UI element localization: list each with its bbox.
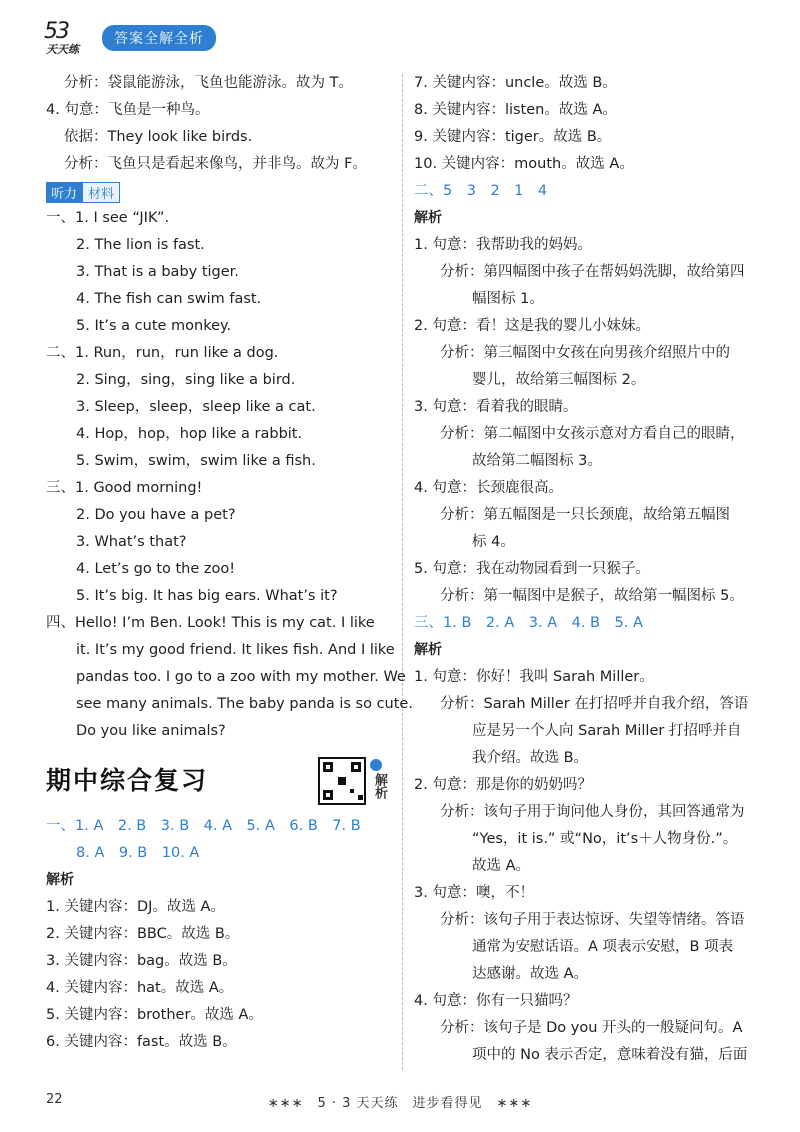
jiexi-heading: 解析 bbox=[414, 210, 442, 226]
text-line: 幅图标 1。 bbox=[472, 291, 544, 307]
text-line: 故给第二幅图标 3。 bbox=[472, 453, 602, 469]
text-line: 2. 关键内容：BBC。故选 B。 bbox=[46, 926, 240, 942]
text-line: 7. 关键内容：uncle。故选 B。 bbox=[414, 75, 617, 91]
listening-material-badge bbox=[46, 182, 120, 203]
logo-number: 53 bbox=[44, 19, 68, 44]
text-line: 5. Swim，swim，swim like a fish. bbox=[76, 453, 316, 469]
page-number: 22 bbox=[46, 1092, 63, 1107]
answer-line: 三、1. B 2. A 3. A 4. B 5. A bbox=[414, 615, 643, 631]
text-line: 4. Hop，hop，hop like a rabbit. bbox=[76, 426, 303, 442]
text-line: 三、1. Good morning! bbox=[46, 480, 203, 496]
footer-slogan: ∗∗∗ 5 · 3 天天练 进步看得见 ∗∗∗ bbox=[267, 1096, 533, 1111]
text-line: 9. 关键内容：tiger。故选 B。 bbox=[414, 129, 612, 145]
text-line: 1. 句意：你好！我叫 Sarah Miller。 bbox=[414, 669, 654, 685]
text-line: 2. 句意：那是你的奶奶吗？ bbox=[414, 777, 592, 793]
text-line: 应是另一个人向 Sarah Miller 打招呼并自 bbox=[472, 723, 742, 739]
answer-line: 二、5 3 2 1 4 bbox=[414, 183, 548, 199]
text-line: 分析：Sarah Miller 在打招呼并自我介绍，答语 bbox=[440, 696, 749, 712]
text-line: 分析：第二幅图中女孩示意对方看自己的眼睛， bbox=[440, 426, 745, 442]
section-title-text: 期中综合复习 bbox=[46, 766, 209, 795]
text-line: 4. 句意：飞鱼是一种鸟。 bbox=[46, 102, 210, 118]
text-line: 我介绍。故选 B。 bbox=[472, 750, 589, 766]
text-line: 婴儿，故给第三幅图标 2。 bbox=[472, 372, 646, 388]
section-title bbox=[46, 761, 392, 801]
text-line: 10. 关键内容：mouth。故选 A。 bbox=[414, 156, 634, 172]
qr-code-icon[interactable] bbox=[318, 757, 366, 805]
text-line: 分析：该句子用于表达惊讶、失望等情绪。答语 bbox=[440, 912, 745, 928]
text-line: 2. Do you have a pet? bbox=[76, 507, 236, 523]
header-title: 答案全解全析 bbox=[102, 25, 216, 51]
text-line: “Yes，it is.” 或“No，it’s＋人物身份.”。 bbox=[472, 831, 738, 847]
text-line: 一、1. I see “JIK”. bbox=[46, 210, 170, 226]
text-line: pandas too. I go to a zoo with my mother. We bbox=[76, 669, 406, 685]
badge-listening: 听力 bbox=[46, 182, 82, 203]
right-column bbox=[414, 70, 764, 1069]
text-line: 5. 句意：我在动物园看到一只猴子。 bbox=[414, 561, 650, 577]
text-line: 4. 关键内容：hat。故选 A。 bbox=[46, 980, 234, 996]
text-line: 故选 A。 bbox=[472, 858, 531, 874]
answer-line: 一、1. A 2. B 3. B 4. A 5. A 6. B 7. B bbox=[46, 818, 361, 834]
text-line: it. It’s my good friend. It likes fish. And I like bbox=[76, 642, 395, 658]
text-line: see many animals. The baby panda is so cute. bbox=[76, 696, 413, 712]
text-line: 分析：该句子用于询问他人身份，其回答通常为 bbox=[440, 804, 745, 820]
text-line: 5. It’s a cute monkey. bbox=[76, 318, 232, 334]
page-header bbox=[42, 20, 216, 56]
listening-script bbox=[46, 205, 413, 745]
text-line: 3. 关键内容：bag。故选 B。 bbox=[46, 953, 237, 969]
jiexi-heading: 解析 bbox=[46, 872, 74, 888]
text-line: 1. 关键内容：DJ。故选 A。 bbox=[46, 899, 225, 915]
text-line: 分析：第五幅图是一只长颈鹿，故给第五幅图 bbox=[440, 507, 730, 523]
left-column bbox=[46, 70, 413, 1056]
text-line: 4. Let’s go to the zoo! bbox=[76, 561, 236, 577]
text-line: 分析：第四幅图中孩子在帮妈妈洗脚，故给第四 bbox=[440, 264, 745, 280]
text-line: 4. 句意：长颈鹿很高。 bbox=[414, 480, 563, 496]
text-line: 5. It’s big. It has big ears. What’s it? bbox=[76, 588, 338, 604]
page-footer bbox=[0, 1092, 800, 1112]
play-icon bbox=[370, 759, 382, 771]
text-line: Do you like animals? bbox=[76, 723, 226, 739]
text-line: 4. The fish can swim fast. bbox=[76, 291, 262, 307]
text-line: 四、Hello! I’m Ben. Look! This is my cat. I like bbox=[46, 615, 375, 631]
text-line: 4. 句意：你有一只猫吗？ bbox=[414, 993, 578, 1009]
logo-subtitle: 天天练 bbox=[46, 43, 79, 56]
brand-logo bbox=[42, 21, 98, 55]
text-line: 分析：第三幅图中女孩在向男孩介绍照片中的 bbox=[440, 345, 730, 361]
qr-label: 解析 bbox=[372, 773, 387, 799]
jiexi-heading: 解析 bbox=[414, 642, 442, 658]
text-line: 3. Sleep，sleep，sleep like a cat. bbox=[76, 399, 316, 415]
answer-line: 8. A 9. B 10. A bbox=[76, 845, 200, 861]
text-line: 8. 关键内容：listen。故选 A。 bbox=[414, 102, 617, 118]
text-line: 6. 关键内容：fast。故选 B。 bbox=[46, 1034, 237, 1050]
text-line: 分析：第一幅图中是猴子，故给第一幅图标 5。 bbox=[440, 588, 744, 604]
text-line: 标 4。 bbox=[472, 534, 515, 550]
text-line: 5. 关键内容：brother。故选 A。 bbox=[46, 1007, 263, 1023]
text-line: 分析：飞鱼只是看起来像鸟，并非鸟。故为 F。 bbox=[64, 156, 367, 172]
text-line: 3. 句意：噢，不！ bbox=[414, 885, 534, 901]
text-line: 3. That is a baby tiger. bbox=[76, 264, 239, 280]
text-line: 2. Sing，sing，sing like a bird. bbox=[76, 372, 296, 388]
text-line: 2. 句意：看！这是我的婴儿小妹妹。 bbox=[414, 318, 650, 334]
text-line: 3. 句意：看着我的眼睛。 bbox=[414, 399, 578, 415]
text-line: 分析：该句子是 Do you 开头的一般疑问句。A bbox=[440, 1020, 743, 1036]
text-line: 2. The lion is fast. bbox=[76, 237, 205, 253]
text-line: 项中的 No 表示否定，意味着没有猫，后面 bbox=[472, 1047, 748, 1063]
text-line: 1. 句意：我帮助我的妈妈。 bbox=[414, 237, 592, 253]
text-line: 3. What’s that? bbox=[76, 534, 187, 550]
column-divider bbox=[402, 74, 403, 1070]
text-line: 通常为安慰话语。A 项表示安慰，B 项表 bbox=[472, 939, 734, 955]
text-line: 分析：袋鼠能游泳，飞鱼也能游泳。故为 T。 bbox=[64, 75, 353, 91]
text-line: 达感谢。故选 A。 bbox=[472, 966, 589, 982]
text-line: 二、1. Run，run，run like a dog. bbox=[46, 345, 279, 361]
badge-material: 材料 bbox=[82, 182, 120, 203]
text-line: 依据：They look like birds. bbox=[64, 129, 253, 145]
